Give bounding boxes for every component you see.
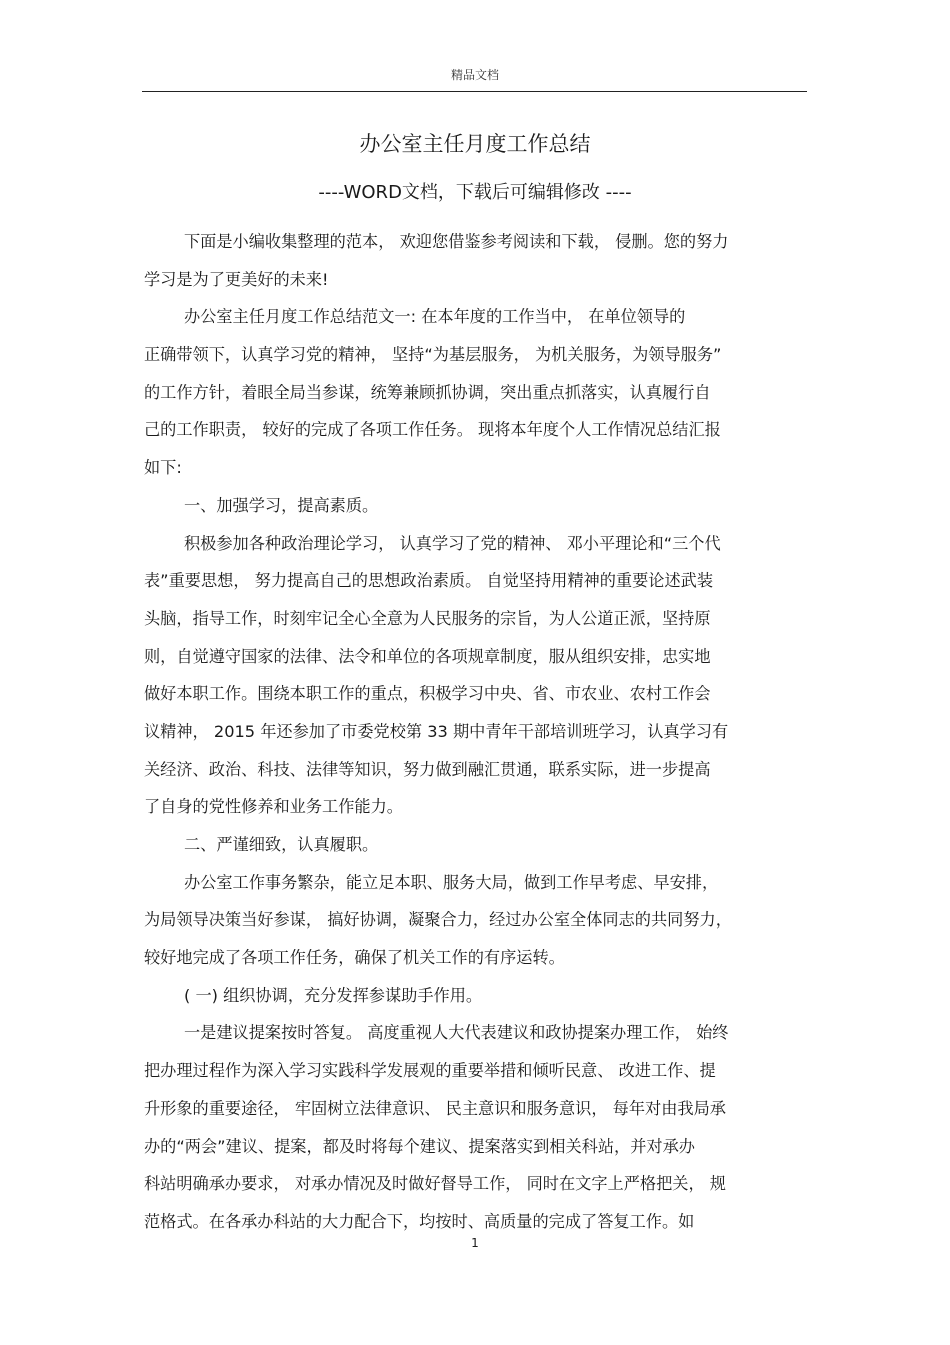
- document-body: [144, 223, 808, 1241]
- body-line: 积极参加各种政治理论学习， 认真学习了党的精神、 邓小平理论和“三个代: [184, 533, 721, 553]
- body-line: 学习是为了更美好的未来!: [144, 269, 329, 289]
- page-number: 1: [471, 1236, 479, 1250]
- body-line: 较好地完成了各项工作任务，确保了机关工作的有序运转。: [144, 948, 565, 968]
- body-line: 做好本职工作。围绕本职工作的重点，积极学习中央、省、市农业、农村工作会: [144, 684, 711, 704]
- body-line: 己的工作职责， 较好的完成了各项工作任务。 现将本年度个人工作情况总结汇报: [144, 420, 721, 440]
- body-line: 了自身的党性修养和业务工作能力。: [144, 797, 403, 817]
- body-line: 范格式。在各承办科站的大力配合下，均按时、高质量的完成了答复工作。如: [144, 1211, 695, 1231]
- body-line: 办的“两会”建议、提案，都及时将每个建议、提案落实到相关科站，并对承办: [144, 1136, 695, 1156]
- body-line: 科站明确承办要求， 对承办情况及时做好督导工作， 同时在文字上严格把关， 规: [144, 1174, 726, 1194]
- body-line: 如下:: [144, 458, 182, 478]
- body-line: 下面是小编收集整理的范本， 欢迎您借鉴参考阅读和下载， 侵删。您的努力: [184, 232, 729, 251]
- body-line: 把办理过程作为深入学习实践科学发展观的重要举措和倾听民意、 改进工作、提: [144, 1061, 716, 1081]
- body-line: 头脑，指导工作，时刻牢记全心全意为人民服务的宗旨，为人公道正派，坚持原: [144, 608, 711, 628]
- body-line: 则，自觉遵守国家的法律、法令和单位的各项规章制度，服从组织安排，忠实地: [144, 646, 711, 666]
- page-header-label: 精品文档: [450, 68, 499, 82]
- document-title: 办公室主任月度工作总结: [359, 132, 591, 156]
- body-line: 为局领导决策当好参谋， 搞好协调，凝聚合力，经过办公室全体同志的共同努力，: [144, 910, 732, 930]
- body-line: 议精神， 2015 年还参加了市委党校第 33 期中青年干部培训班学习，认真学习有: [144, 721, 729, 741]
- header-divider: [142, 91, 807, 92]
- document-subtitle: ----WORD文档，下载后可编辑修改 ----: [318, 182, 632, 203]
- body-line: 二、严谨细致，认真履职。: [184, 835, 379, 854]
- body-line: ( 一) 组织协调，充分发挥参谋助手作用。: [184, 985, 483, 1005]
- body-line: 表”重要思想， 努力提高自己的思想政治素质。 自觉坚持用精神的重要论述武装: [144, 571, 714, 591]
- body-line: 正确带领下，认真学习党的精神， 坚持“为基层服务， 为机关服务，为领导服务”: [144, 345, 722, 365]
- body-line: 一、加强学习，提高素质。: [184, 495, 379, 515]
- body-line: 办公室主任月度工作总结范文一: 在本年度的工作当中， 在单位领导的: [184, 307, 686, 327]
- body-line: 的工作方针，着眼全局当参谋，统筹兼顾抓协调，突出重点抓落实，认真履行自: [144, 382, 711, 402]
- body-line: 关经济、政治、科技、法律等知识，努力做到融汇贯通，联系实际，进一步提高: [144, 759, 711, 779]
- body-line: 升形象的重要途径， 牢固树立法律意识、 民主意识和服务意识， 每年对由我局承: [144, 1098, 726, 1118]
- body-line: 一是建议提案按时答复。 高度重视人大代表建议和政协提案办理工作， 始终: [184, 1023, 729, 1043]
- body-line: 办公室工作事务繁杂，能立足本职、服务大局，做到工作早考虑、早安排，: [184, 872, 719, 892]
